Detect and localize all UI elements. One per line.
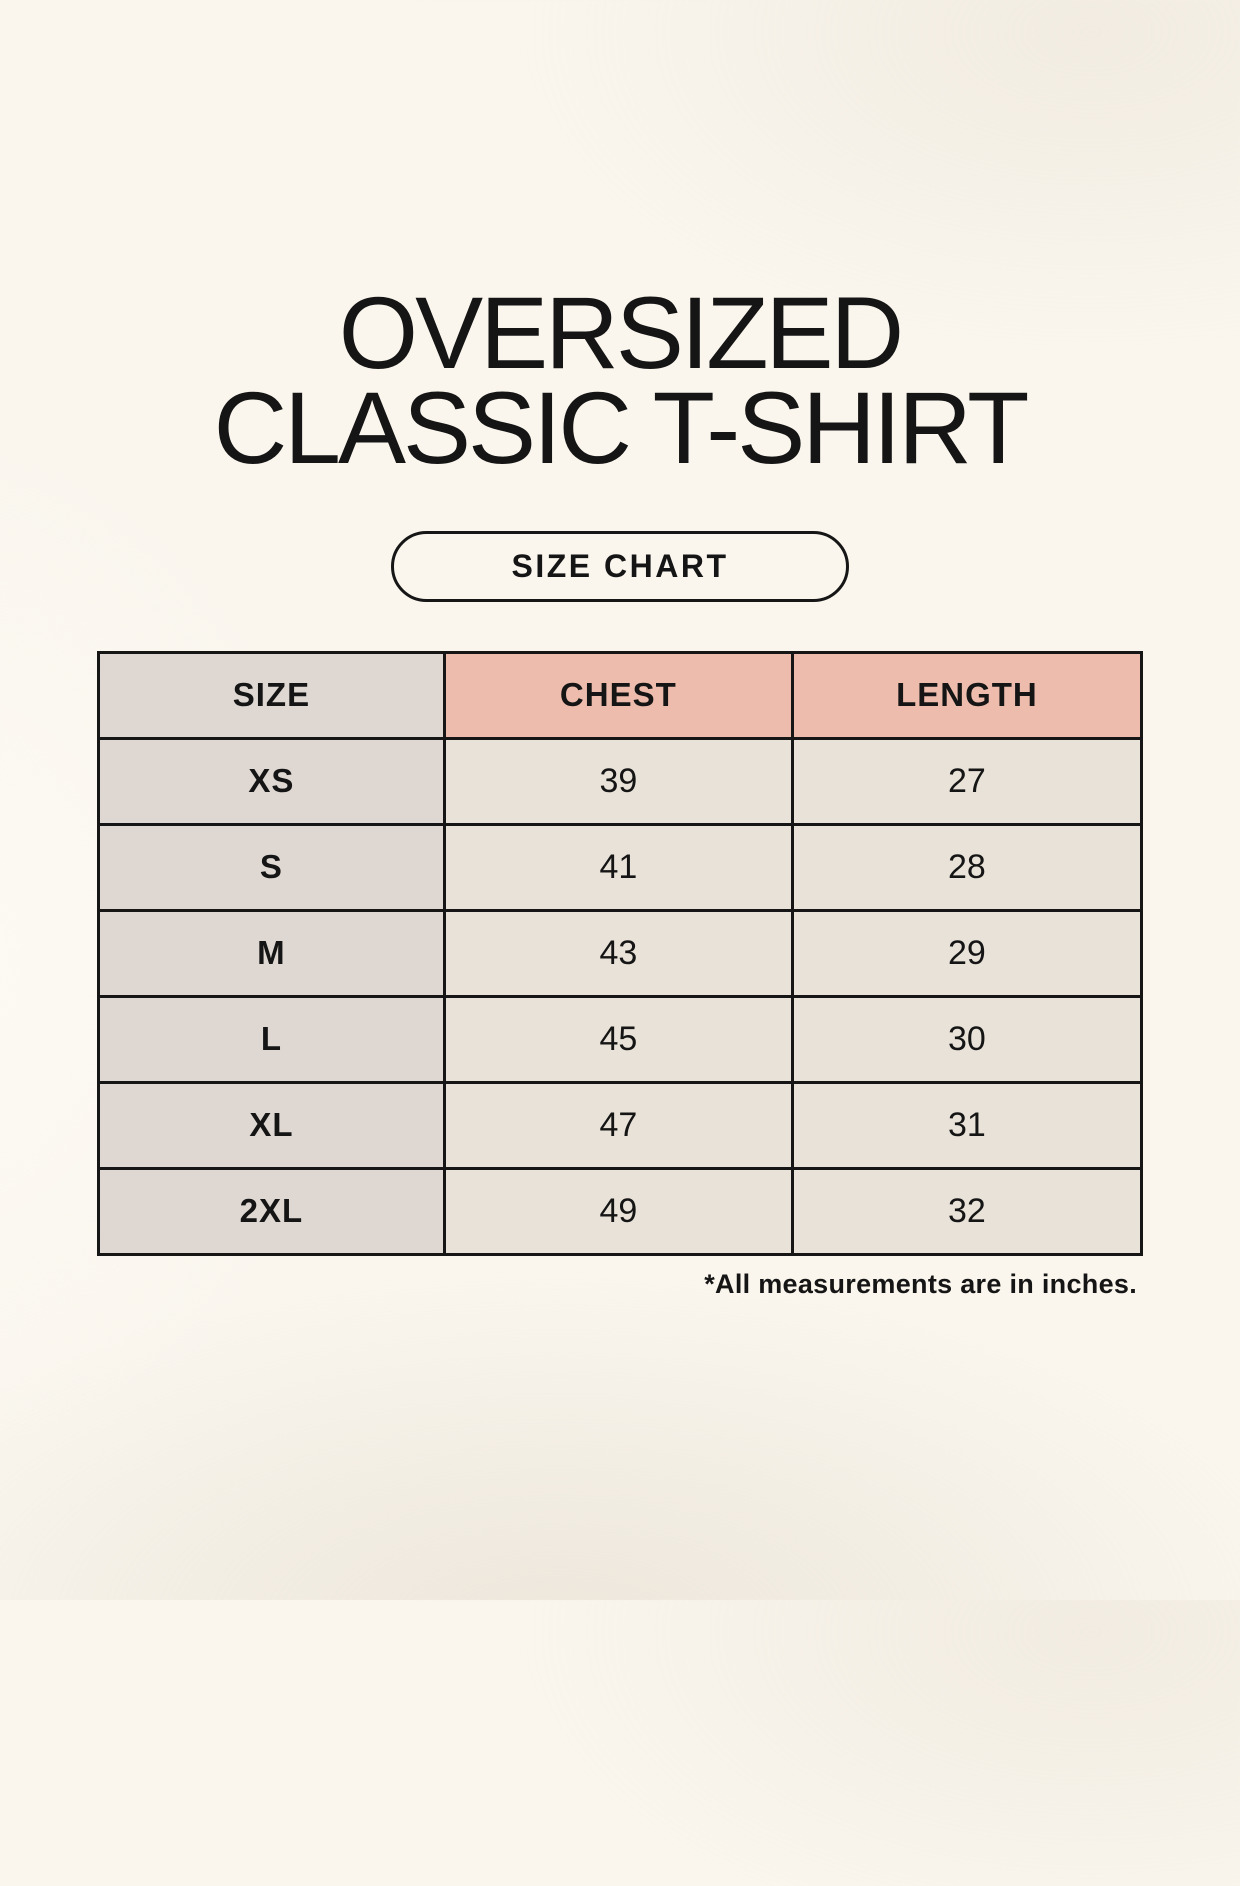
size-cell: 2XL [99, 1168, 445, 1254]
size-chart-table [97, 651, 1143, 1256]
chest-cell: 49 [444, 1168, 792, 1254]
chest-cell: 43 [444, 910, 792, 996]
size-cell: M [99, 910, 445, 996]
product-title [0, 276, 1240, 485]
size-cell: L [99, 996, 445, 1082]
chest-cell: 41 [444, 824, 792, 910]
length-cell: 29 [792, 910, 1141, 996]
size-chart-button-label: SIZE CHART [511, 547, 729, 584]
length-cell: 32 [792, 1168, 1141, 1254]
size-cell: XS [99, 738, 445, 824]
size-cell: S [99, 824, 445, 910]
table-row-l [99, 996, 1142, 1082]
table-row-2xl [99, 1168, 1142, 1254]
product-title-line-1: OVERSIZED [338, 276, 902, 390]
table-header-row [99, 652, 1142, 738]
size-chart-page [0, 276, 1240, 1886]
size-chart-button[interactable] [391, 531, 849, 602]
table-row-xl [99, 1082, 1142, 1168]
header-cell-length: LENGTH [792, 652, 1141, 738]
product-title-line-2: CLASSIC T-SHIRT [213, 370, 1027, 485]
length-cell: 31 [792, 1082, 1141, 1168]
chest-cell: 47 [444, 1082, 792, 1168]
size-cell: XL [99, 1082, 445, 1168]
table-row-s [99, 824, 1142, 910]
table-row-xs [99, 738, 1142, 824]
length-cell: 28 [792, 824, 1141, 910]
table-row-m [99, 910, 1142, 996]
chest-cell: 45 [444, 996, 792, 1082]
chest-cell: 39 [444, 738, 792, 824]
header-cell-chest: CHEST [444, 652, 792, 738]
length-cell: 27 [792, 738, 1141, 824]
length-cell: 30 [792, 996, 1141, 1082]
measurements-footnote: *All measurements are in inches. [704, 1268, 1137, 1299]
header-cell-size: SIZE [99, 652, 445, 738]
